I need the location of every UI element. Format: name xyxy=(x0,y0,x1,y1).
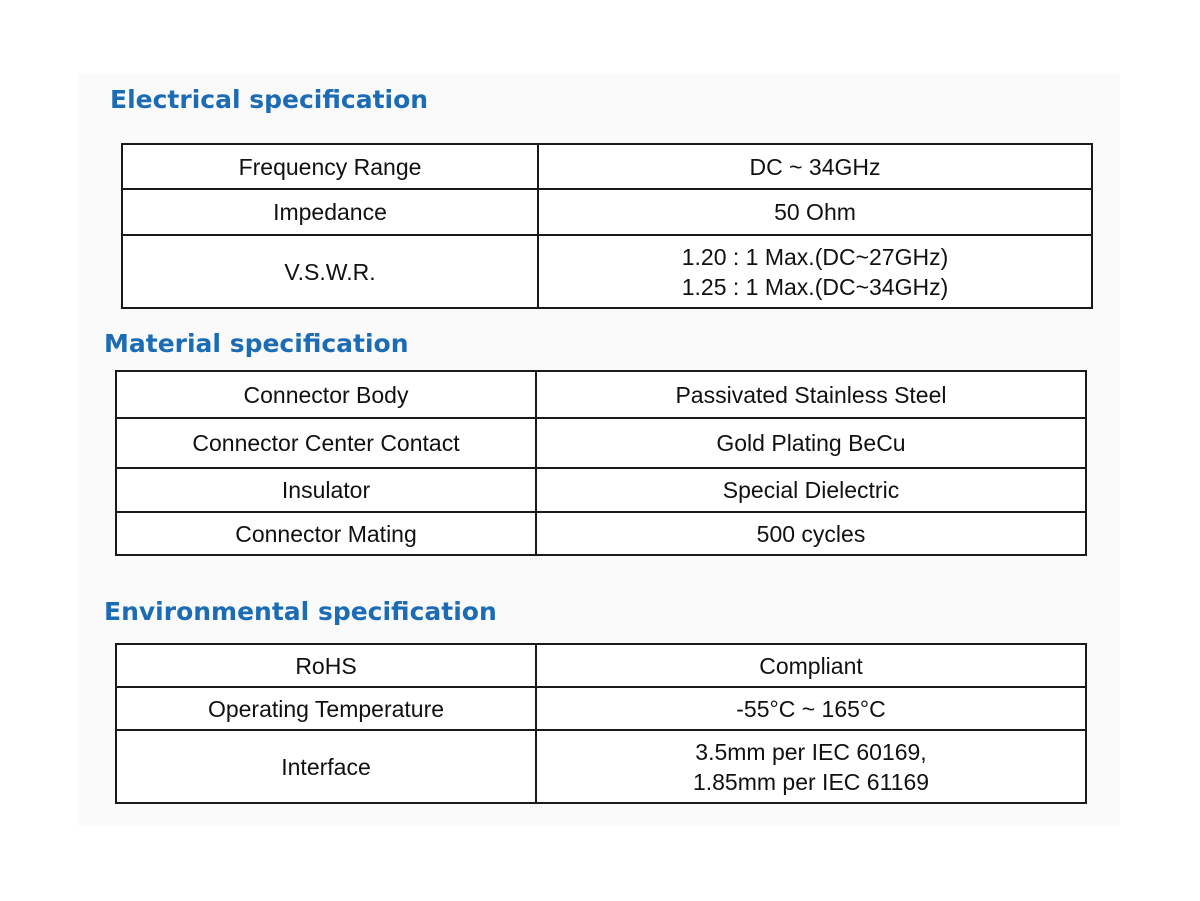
material-spec-table xyxy=(115,370,1087,556)
table-row xyxy=(116,687,1086,730)
spec-value xyxy=(538,235,1092,308)
spec-value: Special Dielectric xyxy=(536,468,1086,512)
table-row xyxy=(116,730,1086,803)
spec-label: Interface xyxy=(116,730,536,803)
spec-value: 50 Ohm xyxy=(538,189,1092,235)
table-row xyxy=(122,189,1092,235)
electrical-spec-table xyxy=(121,143,1093,309)
spec-value-line: 1.20 : 1 Max.(DC~27GHz) xyxy=(681,243,949,270)
spec-label: Operating Temperature xyxy=(116,687,536,730)
spec-value-line: 3.5mm per IEC 60169, xyxy=(695,738,927,765)
spec-value-line: 1.25 : 1 Max.(DC~34GHz) xyxy=(681,273,949,300)
spec-value: Passivated Stainless Steel xyxy=(536,371,1086,418)
table-row xyxy=(122,235,1092,308)
spec-label: Connector Mating xyxy=(116,512,536,555)
spec-label: Connector Body xyxy=(116,371,536,418)
spec-label: V.S.W.R. xyxy=(122,235,538,308)
table-row xyxy=(116,644,1086,687)
spec-value: 500 cycles xyxy=(536,512,1086,555)
table-row xyxy=(116,371,1086,418)
spec-value-line: 1.85mm per IEC 61169 xyxy=(692,768,930,795)
spec-value: Compliant xyxy=(536,644,1086,687)
spec-label: Impedance xyxy=(122,189,538,235)
table-row xyxy=(122,144,1092,189)
environmental-spec-heading: Environmental specification xyxy=(104,597,497,626)
table-row xyxy=(116,468,1086,512)
table-row xyxy=(116,418,1086,468)
material-spec-heading: Material specification xyxy=(104,329,409,358)
spec-label: RoHS xyxy=(116,644,536,687)
spec-value xyxy=(536,730,1086,803)
table-row xyxy=(116,512,1086,555)
spec-label: Frequency Range xyxy=(122,144,538,189)
electrical-spec-heading: Electrical specification xyxy=(110,85,429,114)
environmental-spec-table xyxy=(115,643,1087,804)
spec-value: -55°C ~ 165°C xyxy=(536,687,1086,730)
spec-label: Insulator xyxy=(116,468,536,512)
spec-value: Gold Plating BeCu xyxy=(536,418,1086,468)
spec-label: Connector Center Contact xyxy=(116,418,536,468)
spec-value: DC ~ 34GHz xyxy=(538,144,1092,189)
